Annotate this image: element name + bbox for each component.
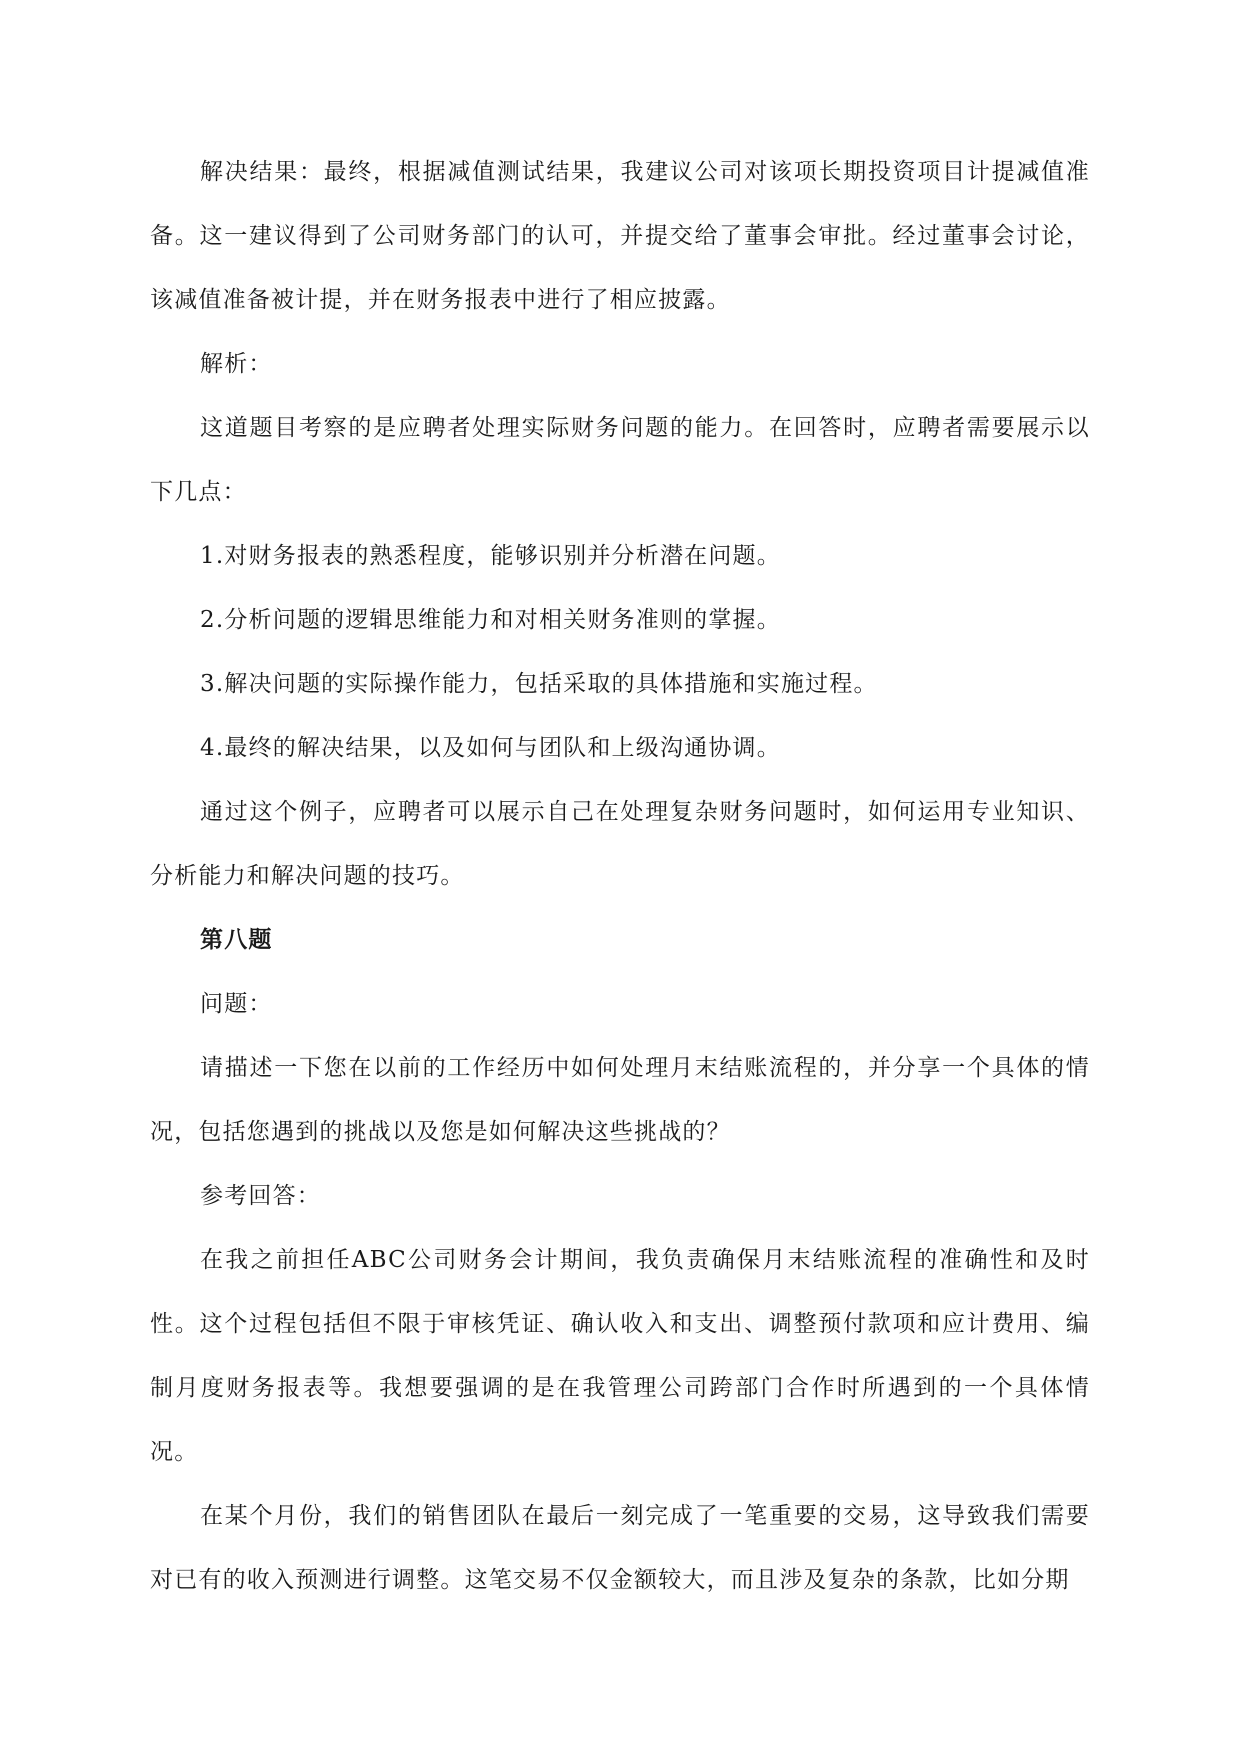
section-heading-question-8: 第八题 (200, 926, 273, 953)
paragraph-analysis-label: 解析： (200, 351, 273, 377)
paragraph-summary: 通过这个例子，应聘者可以展示自己在处理复杂财务问题时，如何运用专业知识、分析能力和解决问题的技巧。 (150, 799, 1090, 889)
paragraph-analysis-intro: 这道题目考察的是应聘者处理实际财务问题的能力。在回答时，应聘者需要展示以下几点： (150, 415, 1090, 505)
list-item-2: 2.分析问题的逻辑思维能力和对相关财务准则的掌握。 (200, 607, 781, 633)
paragraph-question-text: 请描述一下您在以前的工作经历中如何处理月末结账流程的，并分享一个具体的情况，包括您遇到的挑战以及您是如何解决这些挑战的？ (150, 1055, 1090, 1145)
document-body (150, 140, 1090, 1612)
paragraph-answer-part-2: 在某个月份，我们的销售团队在最后一刻完成了一笔重要的交易，这导致我们需要对已有的收入预测进行调整。这笔交易不仅金额较大，而且涉及复杂的条款，比如分期 (150, 1503, 1090, 1593)
paragraph-resolution-result: 解决结果：最终，根据减值测试结果，我建议公司对该项长期投资项目计提减值准备。这一建议得到了公司财务部门的认可，并提交给了董事会审批。经过董事会讨论，该减值准备被计提，并在财务报表中进行了相应披露。 (150, 159, 1090, 313)
paragraph-question-label: 问题： (200, 991, 273, 1017)
list-item-3: 3.解决问题的实际操作能力，包括采取的具体措施和实施过程。 (200, 671, 878, 697)
paragraph-answer-part-1: 在我之前担任ABC公司财务会计期间，我负责确保月末结账流程的准确性和及时性。这个过程包括但不限于审核凭证、确认收入和支出、调整预付款项和应计费用、编制月度财务报表等。我想要强调的是在我管理公司跨部门合作时所遇到的一个具体情况。 (150, 1247, 1090, 1465)
list-item-1: 1.对财务报表的熟悉程度，能够识别并分析潜在问题。 (200, 543, 781, 569)
list-item-4: 4.最终的解决结果，以及如何与团队和上级沟通协调。 (200, 735, 781, 761)
paragraph-reference-answer-label: 参考回答： (200, 1183, 321, 1209)
